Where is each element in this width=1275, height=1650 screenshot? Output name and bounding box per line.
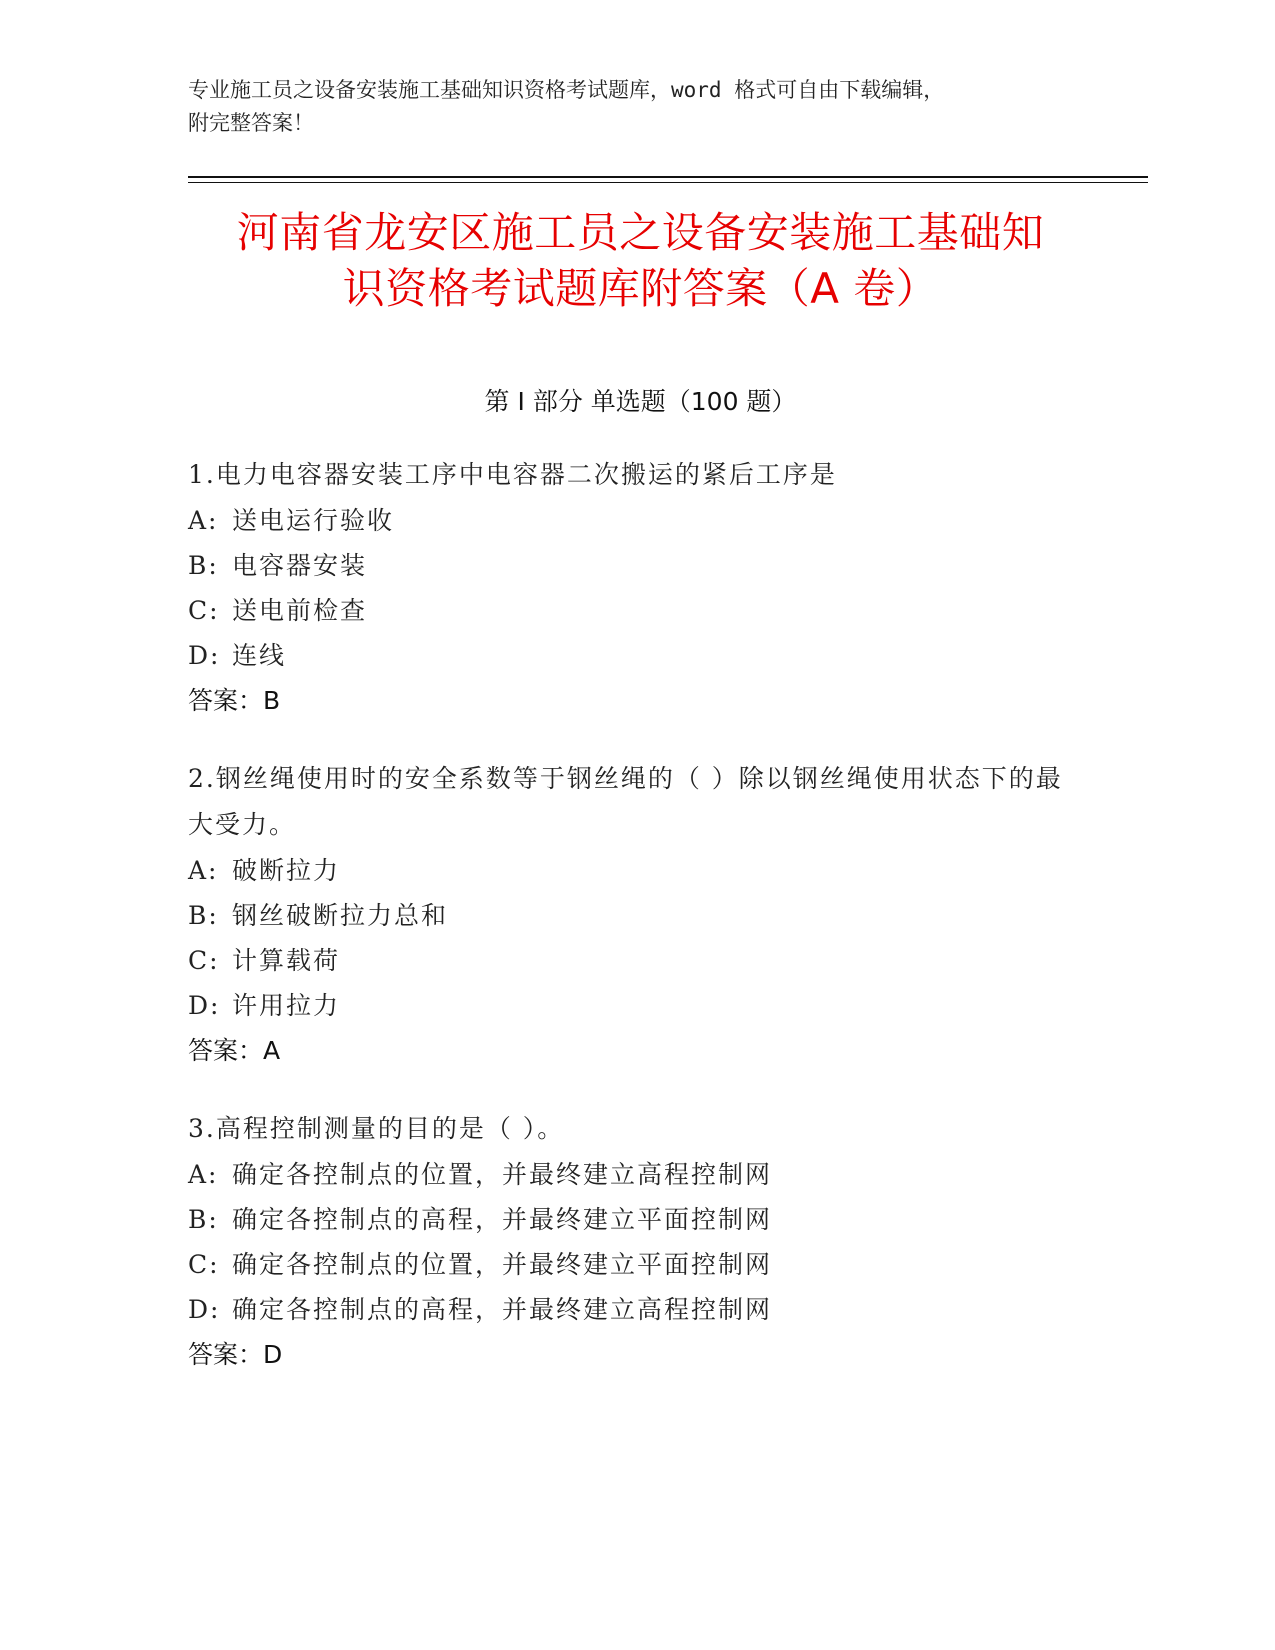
option-a — [188, 498, 1088, 543]
option-key: A: — [188, 506, 219, 535]
option-key: B: — [188, 551, 219, 580]
option-a — [188, 848, 1088, 893]
question-stem: 3.高程控制测量的目的是（ ）。 — [188, 1114, 565, 1143]
option-text: 送电前检查 — [232, 596, 368, 625]
option-text: 确定各控制点的高程，并最终建立平面控制网 — [232, 1205, 773, 1234]
document-title-line-1: 河南省龙安区施工员之设备安装施工基础知 — [236, 208, 1045, 257]
option-key: D: — [188, 1295, 221, 1324]
header-note — [188, 74, 1108, 140]
option-text: 确定各控制点的位置，并最终建立高程控制网 — [232, 1160, 773, 1189]
option-text: 钢丝破断拉力总和 — [232, 901, 449, 930]
answer: 答案：A — [188, 1036, 281, 1065]
section-heading: 第 I 部分 单选题（100 题） — [484, 387, 797, 416]
question-1 — [188, 452, 1088, 724]
option-key: C: — [188, 596, 220, 625]
option-key: C: — [188, 946, 220, 975]
option-b — [188, 1197, 1088, 1242]
option-text: 许用拉力 — [232, 991, 341, 1020]
header-note-line-2: 附完整答案！ — [188, 111, 314, 135]
option-text: 破断拉力 — [232, 856, 341, 885]
header-divider-thin — [188, 182, 1148, 183]
option-b — [188, 893, 1088, 938]
option-key: B: — [188, 901, 219, 930]
option-key: C: — [188, 1250, 220, 1279]
answer: 答案：B — [188, 686, 281, 715]
option-text: 送电运行验收 — [232, 506, 395, 535]
question-3 — [188, 1106, 1088, 1378]
option-key: A: — [188, 1160, 219, 1189]
option-b — [188, 543, 1088, 588]
option-text: 确定各控制点的高程，并最终建立高程控制网 — [232, 1295, 773, 1324]
option-d — [188, 983, 1088, 1028]
question-2 — [188, 756, 1088, 1074]
option-text: 连线 — [232, 641, 287, 670]
header-divider-thick — [188, 176, 1148, 178]
option-key: B: — [188, 1205, 219, 1234]
option-c — [188, 938, 1088, 983]
option-c — [188, 1242, 1088, 1287]
option-text: 计算载荷 — [232, 946, 341, 975]
question-stem: 2.钢丝绳使用时的安全系数等于钢丝绳的（ ）除以钢丝绳使用状态下的最大受力。 — [188, 764, 1063, 839]
option-a — [188, 1152, 1088, 1197]
option-c — [188, 588, 1088, 633]
document-title — [188, 205, 1093, 317]
header-note-line-1: 专业施工员之设备安装施工基础知识资格考试题库，word 格式可自由下载编辑， — [188, 78, 945, 102]
option-d — [188, 1287, 1088, 1332]
document-title-line-2: 识资格考试题库附答案（A 卷） — [342, 264, 939, 313]
question-stem: 1.电力电容器安装工序中电容器二次搬运的紧后工序是 — [188, 460, 837, 489]
option-key: D: — [188, 641, 221, 670]
option-d — [188, 633, 1088, 678]
answer: 答案：D — [188, 1340, 283, 1369]
option-key: A: — [188, 856, 219, 885]
option-text: 电容器安装 — [232, 551, 368, 580]
option-text: 确定各控制点的位置，并最终建立平面控制网 — [232, 1250, 773, 1279]
option-key: D: — [188, 991, 221, 1020]
